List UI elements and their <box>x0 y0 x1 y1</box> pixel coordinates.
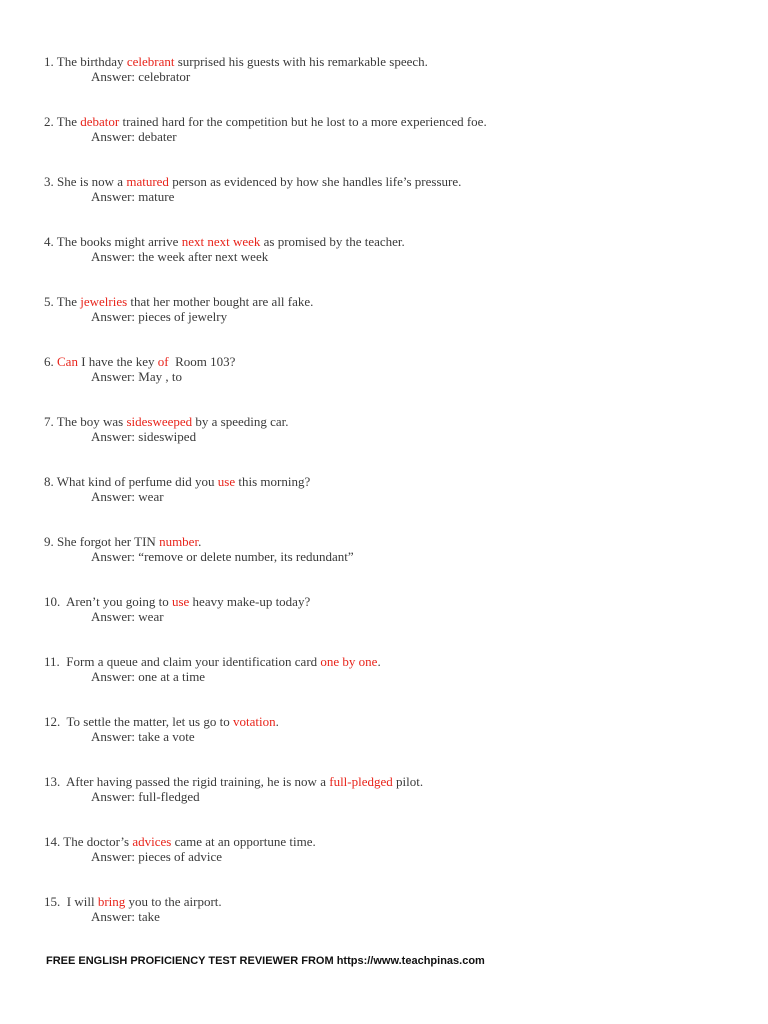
answer-text: Answer: mature <box>91 189 175 204</box>
answer-text: Answer: sideswiped <box>91 429 197 444</box>
question-item <box>44 834 734 864</box>
question-segment: by a speeding car. <box>192 414 289 429</box>
question-text <box>44 294 734 309</box>
error-highlight: of <box>157 354 169 369</box>
question-segment: . <box>275 714 279 729</box>
question-segment: surprised his guests with his remarkable speech. <box>174 54 428 69</box>
question-segment: came at an opportune time. <box>171 834 316 849</box>
error-highlight: celebrant <box>126 54 175 69</box>
question-segment: 14. The doctor’s <box>44 834 133 849</box>
question-segment: 13. After having passed the rigid training, he is now a <box>44 774 330 789</box>
question-item <box>44 894 734 924</box>
question-segment: 7. The boy was <box>44 414 127 429</box>
question-segment: . <box>377 654 381 669</box>
question-segment: as promised by the teacher. <box>260 234 405 249</box>
question-item <box>44 594 734 624</box>
question-text <box>44 594 734 609</box>
question-text <box>44 834 734 849</box>
question-item <box>44 54 734 84</box>
question-segment: 9. She forgot her TIN <box>44 534 160 549</box>
answer-text: Answer: pieces of jewelry <box>91 309 228 324</box>
question-item <box>44 354 734 384</box>
question-item <box>44 534 734 564</box>
question-text <box>44 474 734 489</box>
question-segment: pilot. <box>392 774 424 789</box>
error-highlight: number <box>159 534 199 549</box>
error-highlight: advices <box>132 834 172 849</box>
question-segment: 10. Aren’t you going to <box>44 594 172 609</box>
answer-text: Answer: take a vote <box>91 729 195 744</box>
answer-text: Answer: debater <box>91 129 177 144</box>
question-segment: 5. The <box>44 294 81 309</box>
question-text <box>44 114 734 129</box>
question-item <box>44 774 734 804</box>
question-segment: Room 103? <box>168 354 236 369</box>
question-text <box>44 414 734 429</box>
question-text <box>44 174 734 189</box>
question-text <box>44 714 734 729</box>
question-item <box>44 414 734 444</box>
question-segment: 12. To settle the matter, let us go to <box>44 714 233 729</box>
error-highlight: jewelries <box>80 294 128 309</box>
question-segment: trained hard for the competition but he lost to a more experienced foe. <box>119 114 487 129</box>
question-text <box>44 894 734 909</box>
error-highlight: sidesweeped <box>126 414 193 429</box>
question-segment: this morning? <box>235 474 311 489</box>
error-highlight: use <box>171 594 190 609</box>
error-highlight: use <box>217 474 236 489</box>
question-item <box>44 294 734 324</box>
question-segment: heavy make-up today? <box>189 594 311 609</box>
question-segment: 11. Form a queue and claim your identification card <box>44 654 321 669</box>
answer-text: Answer: the week after next week <box>91 249 269 264</box>
question-item <box>44 174 734 204</box>
question-item <box>44 474 734 504</box>
answer-text: Answer: celebrator <box>91 69 191 84</box>
question-segment: . <box>198 534 202 549</box>
error-highlight: full-pledged <box>329 774 393 789</box>
error-highlight: debator <box>80 114 120 129</box>
answer-text: Answer: take <box>91 909 160 924</box>
question-text <box>44 774 734 789</box>
answer-text: Answer: May , to <box>91 369 182 384</box>
question-segment: that her mother bought are all fake. <box>127 294 314 309</box>
question-text <box>44 654 734 669</box>
question-text <box>44 234 734 249</box>
question-segment: 1. The birthday <box>44 54 127 69</box>
question-text <box>44 54 734 69</box>
error-highlight: Can <box>57 354 78 369</box>
answer-text: Answer: one at a time <box>91 669 206 684</box>
question-text <box>44 354 734 369</box>
question-segment: 8. What kind of perfume did you <box>44 474 218 489</box>
question-segment: person as evidenced by how she handles life’s pressure. <box>168 174 462 189</box>
question-item <box>44 714 734 744</box>
answer-text: Answer: full-fledged <box>91 789 200 804</box>
error-highlight: bring <box>97 894 126 909</box>
question-item <box>44 114 734 144</box>
question-segment: 3. She is now a <box>44 174 127 189</box>
answer-text: Answer: wear <box>91 609 164 624</box>
question-segment: I have the key <box>77 354 158 369</box>
question-segment: 15. I will <box>44 894 98 909</box>
question-item <box>44 654 734 684</box>
answer-text: Answer: wear <box>91 489 164 504</box>
question-item <box>44 234 734 264</box>
question-text <box>44 534 734 549</box>
question-segment: 2. The <box>44 114 81 129</box>
question-segment: 4. The books might arrive <box>44 234 182 249</box>
error-highlight: next next week <box>181 234 261 249</box>
question-segment: 6. <box>44 354 57 369</box>
error-highlight: matured <box>126 174 169 189</box>
footer-text: FREE ENGLISH PROFICIENCY TEST REVIEWER FROM https://www.teachpinas.com <box>46 955 485 967</box>
error-highlight: one by one <box>320 654 378 669</box>
answer-text: Answer: “remove or delete number, its redundant” <box>91 549 354 564</box>
question-segment: you to the airport. <box>125 894 222 909</box>
error-highlight: votation <box>232 714 276 729</box>
answer-text: Answer: pieces of advice <box>91 849 223 864</box>
